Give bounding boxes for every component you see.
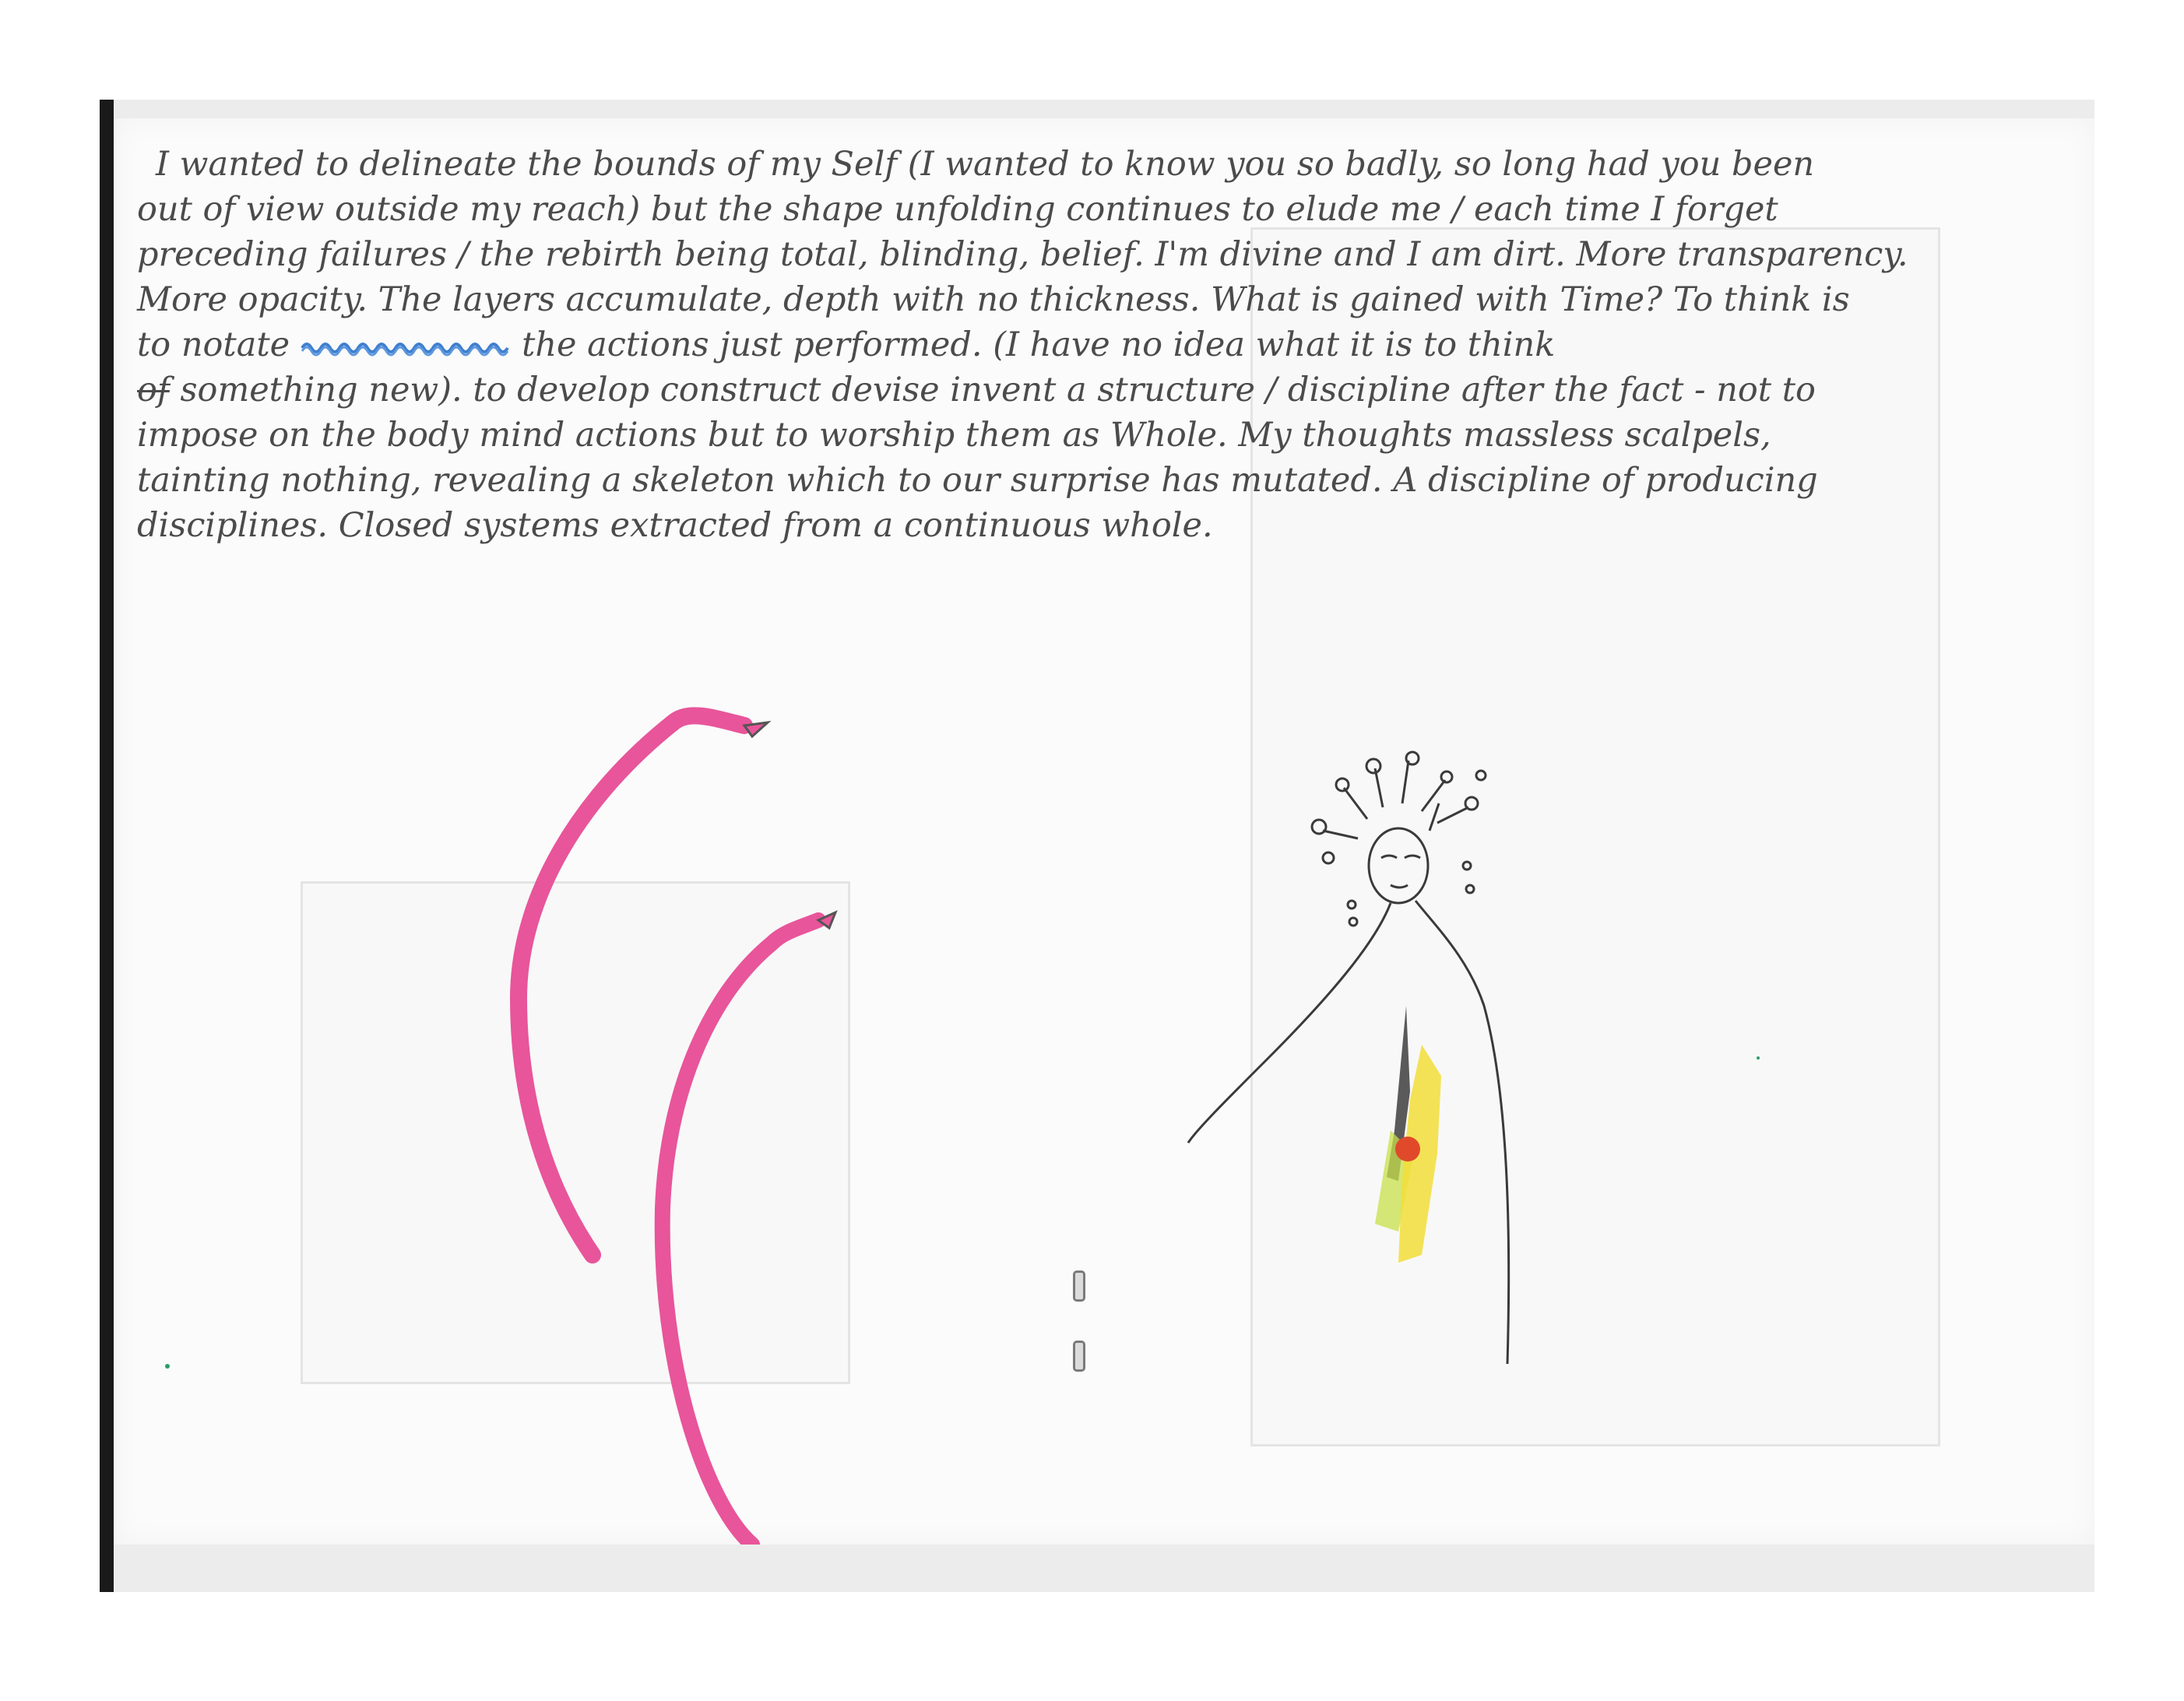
text-fragment: to notate xyxy=(137,325,290,364)
pink-arm-upper xyxy=(519,715,744,1255)
text-line: preceding failures / the rebirth being total, blinding, belief. I'm divine and I am dirt. More transparency. xyxy=(137,235,1908,274)
pink-arm-upper-tip xyxy=(744,722,768,736)
staple-bottom xyxy=(1073,1341,1085,1372)
text-line: More opacity. The layers accumulate, depth with no thickness. What is gained with Time? To think is xyxy=(137,280,1850,319)
sketchbook-page xyxy=(114,118,2094,1545)
text-line: impose on the body mind actions but to worship them as Whole. My thoughts massless scalpels, xyxy=(137,416,1771,455)
text-line: I wanted to delineate the bounds of my Self (I wanted to know you so badly, so long had you been xyxy=(156,145,1815,184)
pink-arm-lower xyxy=(663,920,818,1545)
green-speck xyxy=(165,1364,170,1369)
text-fragment: the actions just performed. (I have no idea what it is to think xyxy=(522,325,1556,364)
text-line: disciplines. Closed systems extracted from a continuous whole. xyxy=(137,506,1213,545)
heart-color-marks xyxy=(1375,1006,1441,1263)
figure-sketch xyxy=(1188,752,1509,1364)
text-line: out of view outside my reach) but the shape unfolding continues to elude me / each time I forget xyxy=(137,190,1778,229)
text-fragment: something new). to develop construct devise invent a structure / discipline after the fact - not to xyxy=(180,371,1816,409)
green-speck xyxy=(1757,1056,1760,1060)
scan-edge xyxy=(100,100,114,1592)
struck-word: of xyxy=(137,371,170,409)
drawing-layer xyxy=(114,118,2094,1545)
text-line: tainting nothing, revealing a skeleton which to our surprise has mutated. A discipline of producing xyxy=(137,461,1818,500)
staple-top xyxy=(1073,1270,1085,1302)
